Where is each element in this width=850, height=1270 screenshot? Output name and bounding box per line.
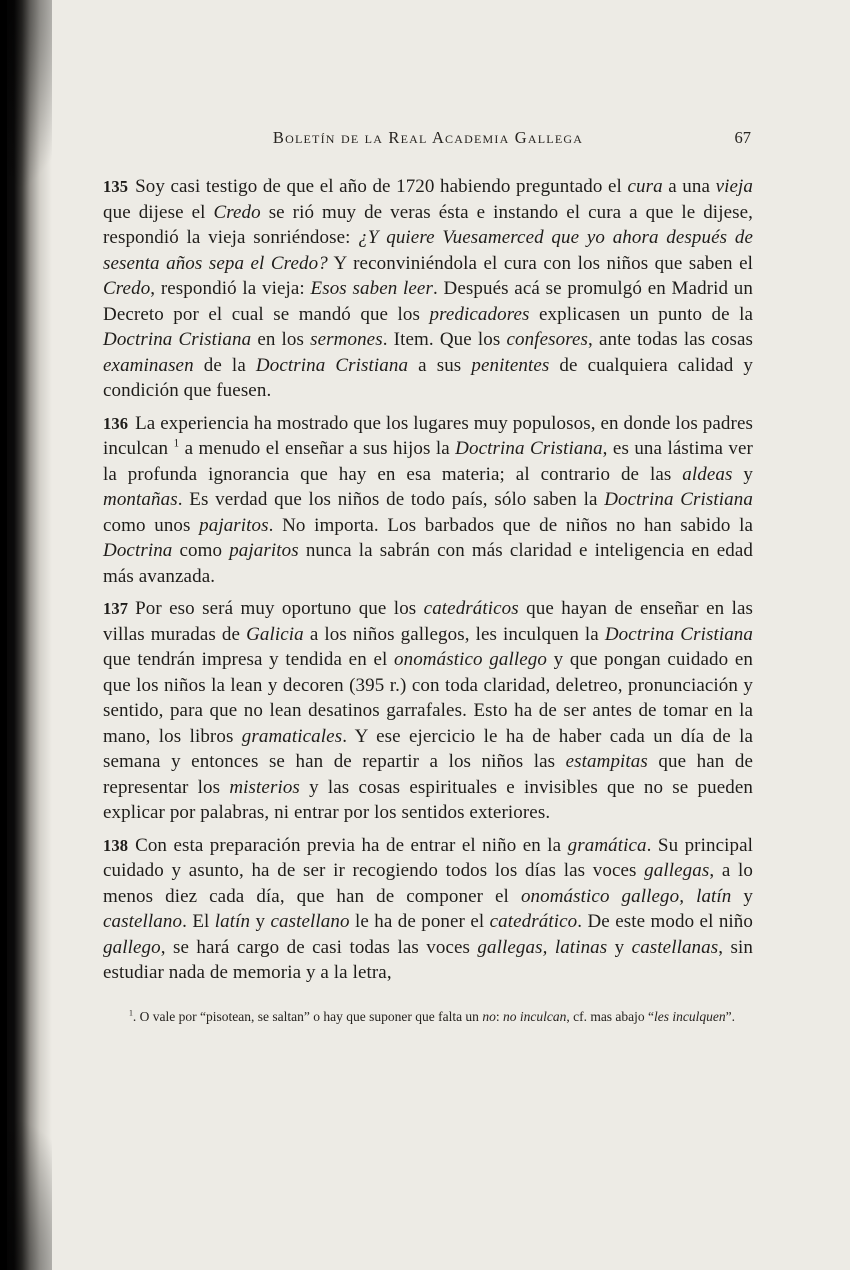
body-text <box>103 174 753 1025</box>
paragraph-number: 135 <box>103 177 129 196</box>
paragraph-number: 138 <box>103 835 129 855</box>
journal-title: Boletín de la Real Academia Gallega <box>272 128 584 147</box>
paragraph-137 <box>103 596 753 826</box>
page-number: 67 <box>734 128 751 147</box>
paragraph-number: 137 <box>103 599 129 618</box>
book-binding-shadow <box>0 0 52 1270</box>
paragraph-text: Soy casi testigo de que el año de 1720 habiendo preguntado el cura a una vieja que dijese el Credo se rió muy de veras ésta e instando el cura a que le dijese, respondió la vieja sonriéndose: ¿Y quiere Vuesamerced que yo ahora después de sesenta años sepa el Credo? Y reconviniéndola el cura con los niños que saben el Credo, respondió la vieja: Esos saben leer. Después acá se promulgó en Madrid un Decreto por el cual se mandó que los predicadores explicasen un punto de la Doctrina Cristiana en los sermones. Item. Que los confesores, ante todas las cosas examinasen de la Doctrina Cristiana a sus penitentes de cualquiera calidad y condición que fuesen. <box>103 176 754 401</box>
footnote <box>103 1008 753 1026</box>
scan-edge <box>0 0 7 1270</box>
paragraph-138 <box>103 833 753 986</box>
page-header <box>103 128 753 150</box>
page-content <box>103 128 753 1025</box>
footnote-text: $^1$. O vale por “pisotean, se saltan” o hay que suponer que falta un no: no inculcan, cf. mas abajo “les inculquen”. <box>129 1008 736 1024</box>
paragraph-text: La experiencia ha mostrado que los lugares muy populosos, en donde los padres inculcan $^1$ a menudo el enseñar a sus hijos la Doctrina Cristiana, es una lástima ver la profunda ignorancia que hay en esa materia; al contrario de las aldeas y montañas. Es verdad que los niños de todo país, sólo saben la Doctrina Cristiana como unos pajaritos. No importa. Los barbados que de niños no han sabido la Doctrina como pajaritos nunca la sabrán con más claridad e inteligencia en edad más avanzada. <box>103 412 754 587</box>
paragraph-number: 136 <box>103 413 129 433</box>
paragraph-text: Por eso será muy oportuno que los catedráticos que hayan de enseñar en las villas muradas de Galicia a los niños gallegos, les inculquen la Doctrina Cristiana que tendrán impresa y tendida en el onomástico gallego y que pongan cuidado en que los niños la lean y decoren (395 r.) con toda claridad, deletreo, pronunciación y sentido, para que no lean desatinos garrafales. Esto ha de ser antes de tomar en la mano, los libros gramaticales. Y ese ejercicio le ha de haber cada un día de la semana y entonces se han de repartir a los niños las estampitas que han de representar los misterios y las cosas espirituales e invisibles que no se pueden explicar por palabras, ni entrar por los sentidos exteriores. <box>103 598 754 823</box>
paragraph-136 <box>103 411 753 590</box>
paragraph-text: Con esta preparación previa ha de entrar el niño en la gramática. Su principal cuidado y asunto, ha de ser ir recogiendo todos los días las voces gallegas, a lo menos diez cada día, que han de componer el onomástico gallego, latín y castellano. El latín y castellano le ha de poner el catedrático. De este modo el niño gallego, se hará cargo de casi todas las voces gallegas, latinas y castellanas, sin estudiar nada de memoria y a la letra, <box>103 834 754 983</box>
paragraph-135 <box>103 174 753 404</box>
